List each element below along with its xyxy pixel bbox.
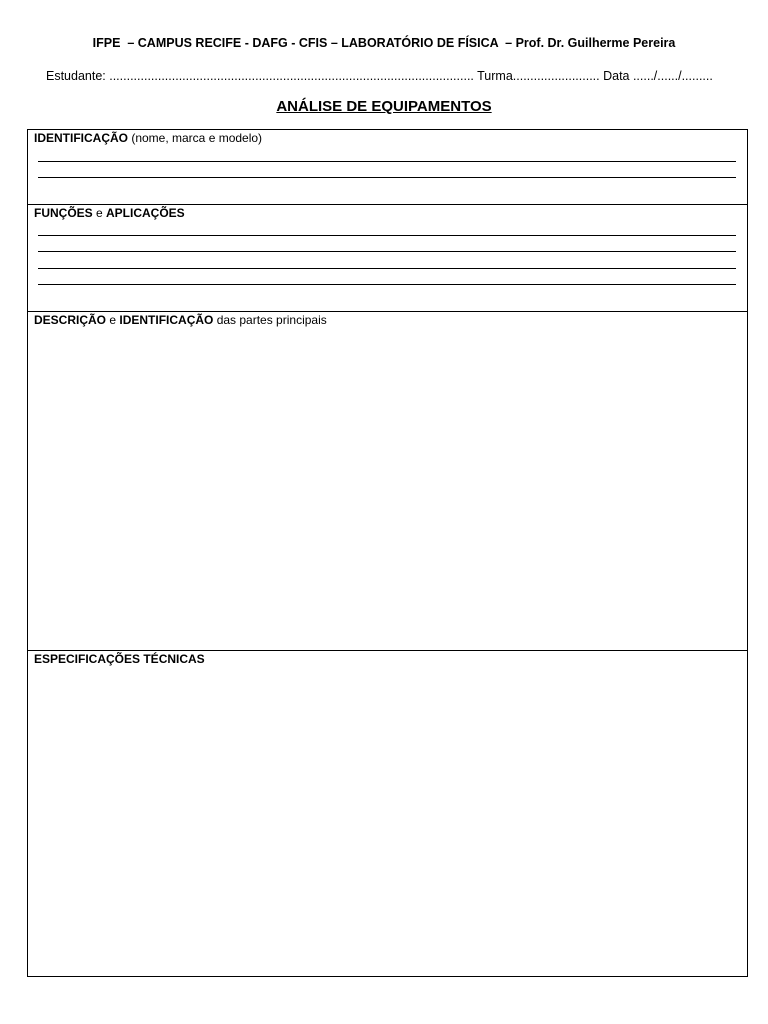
header-institution-line: IFPE – CAMPUS RECIFE - DAFG - CFIS – LABORATÓRIO DE FÍSICA – Prof. Dr. Guilherme Pereira [92,36,676,50]
write-line[interactable] [38,268,736,269]
section-identificacao-label-bold: IDENTIFICAÇÃO [34,131,128,145]
section-descricao-label-bold1: DESCRIÇÃO [34,313,107,327]
student-info-line: Estudante: ......................................................................................................... Turma......................... Data ....../....../......... [46,69,713,83]
write-line[interactable] [38,284,736,285]
write-line[interactable] [38,161,736,162]
section-identificacao-label-rest: (nome, marca e modelo) [128,131,263,145]
form-title: ANÁLISE DE EQUIPAMENTOS [276,98,492,115]
section-descricao-label [34,313,327,327]
section-funcoes-label [34,206,185,220]
section-descricao-label-rest: das partes principais [213,313,327,327]
section-descricao [28,312,747,651]
write-line[interactable] [38,177,736,178]
section-especificacoes-label-bold: ESPECIFICAÇÕES TÉCNICAS [34,652,205,666]
section-identificacao-label [34,131,262,145]
form-box [27,129,748,977]
section-identificacao [28,130,747,205]
section-funcoes-label-bold2: APLICAÇÕES [106,206,185,220]
write-line[interactable] [38,235,736,236]
section-funcoes-label-bold1: FUNÇÕES [34,206,93,220]
section-especificacoes [28,651,747,976]
section-especificacoes-label [34,652,205,666]
write-line[interactable] [38,251,736,252]
section-descricao-label-mid: e [106,313,120,327]
section-funcoes [28,205,747,312]
section-descricao-label-bold2: IDENTIFICAÇÃO [119,313,214,327]
section-funcoes-label-mid: e [92,206,107,220]
